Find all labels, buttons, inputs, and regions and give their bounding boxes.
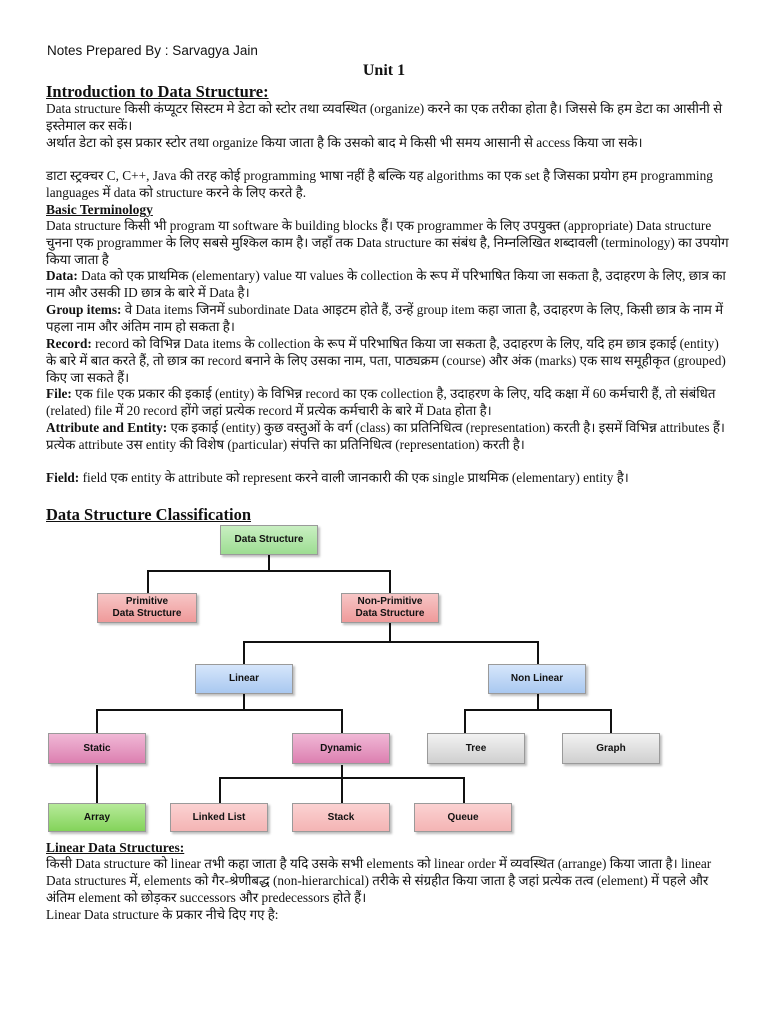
intro-paragraph-3: डाटा स्ट्रक्चर C, C++, Java की तरह कोई programming भाषा नहीं है बल्कि यह algorithms का एक set है जिसका प्रयोग हम programming languages में data को structure करने के लिए करते है. (46, 168, 713, 200)
node-linked-list: Linked List (170, 803, 268, 832)
term-label: File: (46, 386, 72, 401)
connector-line (243, 641, 245, 665)
term-field (46, 470, 731, 487)
linear-paragraph-1: किसी Data structure को linear तभी कहा जाता है यदि उसके सभी elements को linear order में व्यवस्थित (arrange) किया जाता है। linear Data structures में, elements को गैर-श्रेणीबद्ध (non-hierarchical) तरीके से संग्रहीत किया जाता है जहां प्रत्येक तत्व (element) में पहले और अंतिम element को छोड़कर successors और predecessors होते हैं। (46, 856, 712, 905)
intro-paragraph-2: अर्थात डेटा को इस प्रकार स्टोर तथा organize किया जाता है कि उसको बाद मे किसी भी समय आसानी से access किया जा सके। (46, 135, 643, 150)
connector-line (96, 709, 98, 733)
connector-line (219, 777, 221, 803)
connector-line (389, 623, 391, 643)
node-static: Static (48, 733, 146, 764)
term-group-items (46, 302, 731, 336)
classification-heading: Data Structure Classification (46, 505, 252, 524)
node-queue: Queue (414, 803, 512, 832)
connector-line (610, 709, 612, 733)
term-data (46, 268, 731, 302)
term-label: Data: (46, 268, 78, 283)
node-tree: Tree (427, 733, 525, 764)
connector-line (341, 709, 343, 733)
node-graph: Graph (562, 733, 660, 764)
classification-diagram (0, 518, 768, 848)
term-text: एक file एक प्रकार की इकाई (entity) के विभिन्न record का एक collection है, उदाहरण के लिए, यदि कक्षा में 60 कर्मचारी हैं, तो संबंधित (related) file में 20 record होंगे जहां प्रत्येक record में प्रत्येक कर्मचारी के बारे में Data होता है। (46, 386, 716, 418)
term-label: Field: (46, 470, 80, 485)
connector-line (96, 709, 342, 711)
connector-line (341, 777, 343, 803)
connector-line (463, 777, 465, 803)
connector-line (147, 570, 390, 572)
node-primitive: Primitive Data Structure (97, 593, 197, 623)
connector-line (96, 765, 98, 803)
connector-line (537, 641, 539, 665)
connector-line (243, 641, 538, 643)
author-line: Notes Prepared By : Sarvagya Jain (47, 43, 258, 58)
connector-line (464, 709, 612, 711)
connector-line (147, 570, 149, 593)
term-text: वे Data items जिनमें subordinate Data आइटम होते हैं, उन्हें group item कहा जाता है, उदाहरण के लिए, किसी छात्र के नाम में पहला नाम और अंतिम नाम हो सकता है। (46, 302, 724, 334)
node-stack: Stack (292, 803, 390, 832)
term-text: field एक entity के attribute को represent करने वाली जानकारी की एक single प्राथमिक (elementary) entity है। (79, 470, 629, 485)
term-text: Data को एक प्राथमिक (elementary) value या values के collection के रूप में परिभाषित किया जा सकता है, उदाहरण के लिए, छात्र का नाम और उसकी ID छात्र के बारे में Data है। (46, 268, 726, 300)
terminology-intro: Data structure किसी भी program या software के building blocks हैं। एक programmer के लिए उपयुक्त (appropriate) Data structure चुनना एक programmer के लिए सबसे मुश्किल काम है। जहाँ तक Data structure का संबंध है, निम्नलिखित शब्दावली (terminology) का उपयोग किया जाता है (46, 218, 729, 267)
term-label: Group items: (46, 302, 122, 317)
node-non-linear: Non Linear (488, 664, 586, 694)
terminology-heading: Basic Terminology (46, 202, 153, 217)
node-data-structure: Data Structure (220, 525, 318, 555)
node-non-primitive: Non-Primitive Data Structure (341, 593, 439, 623)
unit-title: Unit 1 (362, 62, 406, 79)
connector-line (341, 765, 343, 777)
connector-line (268, 554, 270, 570)
term-text: record को विभिन्न Data items के collection के रूप में परिभाषित किया जा सकता है, उदाहरण के लिए, यदि हम छात्र इकाई (entity) के बारे में बात करते हैं, तो छात्र का record बनाने के लिए उसका नाम, पता, पाठ्यक्रम (course) और अंक (marks) एक साथ समूहीकृत (grouped) किए जा सकते हैं। (46, 336, 726, 385)
term-label: Attribute and Entity: (46, 420, 168, 435)
connector-line (537, 694, 539, 710)
node-linear: Linear (195, 664, 293, 694)
intro-paragraph-1: Data structure किसी कंप्यूटर सिस्टम मे डेटा को स्टोर तथा व्यवस्थित (organize) करने का एक तरीका होता है। जिससे कि हम डेटा का आसीनी से इस्तेमाल कर सकें। (46, 101, 723, 133)
term-attribute-entity (46, 420, 731, 454)
term-label: Record: (46, 336, 92, 351)
node-array: Array (48, 803, 146, 832)
connector-line (243, 694, 245, 710)
connector-line (389, 570, 391, 593)
connector-line (464, 709, 466, 733)
linear-heading: Linear Data Structures: (46, 840, 185, 855)
term-text: एक इकाई (entity) कुछ वस्तुओं के वर्ग (class) का प्रतिनिधित्व (representation) करती है। इसमें विभिन्न attributes हैं। प्रत्येक attribute उस entity की विशेष (particular) संपत्ति का प्रतिनिधित्व (representation) करती है। (46, 420, 725, 452)
node-dynamic: Dynamic (292, 733, 390, 764)
intro-heading: Introduction to Data Structure: (46, 82, 269, 101)
term-file (46, 386, 731, 420)
term-record (46, 336, 731, 386)
linear-paragraph-2: Linear Data structure के प्रकार नीचे दिए गए है: (46, 907, 279, 922)
